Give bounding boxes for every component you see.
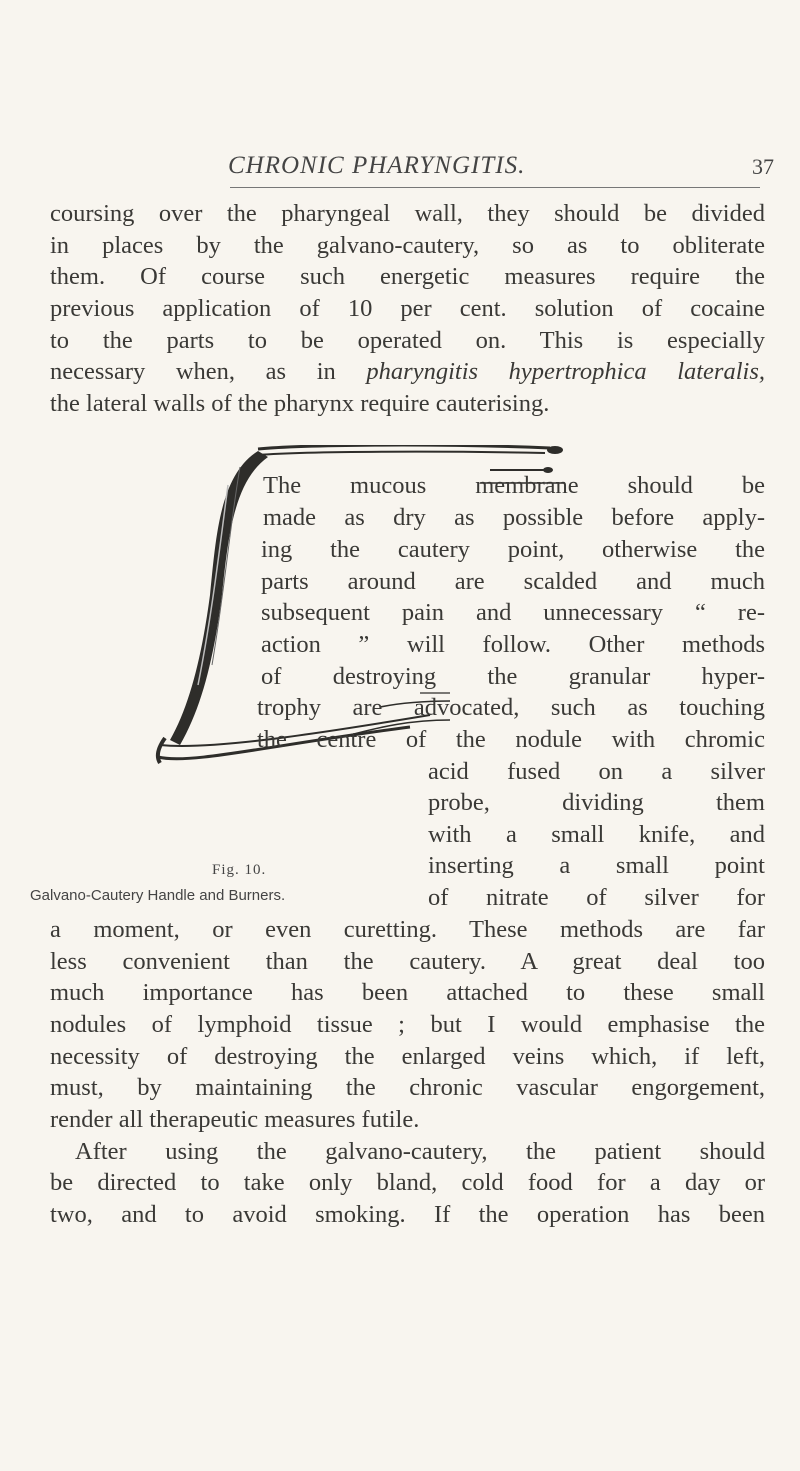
text-line: render all therapeutic measures futile. bbox=[50, 1106, 420, 1133]
text-line: inserting a small point bbox=[428, 852, 765, 879]
text-line: parts around are scalded and much bbox=[261, 568, 765, 595]
text-line: the centre of the nodule with chromic bbox=[257, 726, 765, 753]
text-line: two, and to avoid smoking. If the operation has been bbox=[50, 1201, 765, 1228]
figure-label: Fig. 10. bbox=[212, 862, 267, 878]
text-line: probe, dividing them bbox=[428, 789, 765, 816]
text-line: made as dry as possible before apply- bbox=[263, 504, 765, 531]
text-line: be directed to take only bland, cold food for a day or bbox=[50, 1169, 765, 1196]
text-line: less convenient than the cautery. A great deal too bbox=[50, 948, 765, 975]
text-line: of nitrate of silver for bbox=[428, 884, 765, 911]
text-line: a moment, or even curetting. These methods are far bbox=[50, 916, 765, 943]
text-line: the lateral walls of the pharynx require cauterising. bbox=[50, 390, 550, 417]
text-line: ing the cautery point, otherwise the bbox=[261, 536, 765, 563]
text-line: with a small knife, and bbox=[428, 821, 765, 848]
text-line: subsequent pain and unnecessary “ re- bbox=[261, 599, 765, 626]
text-line bbox=[50, 356, 765, 388]
text-line: trophy are advocated, such as touching bbox=[257, 694, 765, 721]
text-line: coursing over the pharyngeal wall, they should be divided bbox=[50, 200, 765, 227]
header-rule bbox=[230, 187, 760, 188]
text-line: previous application of 10 per cent. solution of cocaine bbox=[50, 295, 765, 322]
text-span: necessary when, as in bbox=[50, 358, 367, 385]
text-line: The mucous membrane should be bbox=[263, 472, 765, 499]
figure-caption: Galvano-Cautery Handle and Burners. bbox=[30, 887, 286, 904]
text-line: in places by the galvano-cautery, so as to obliterate bbox=[50, 232, 765, 259]
text-line: them. Of course such energetic measures require the bbox=[50, 263, 765, 290]
text-line: to the parts to be operated on. This is especially bbox=[50, 327, 765, 354]
text-line: action ” will follow. Other methods bbox=[261, 631, 765, 658]
text-line: must, by maintaining the chronic vascular engorgement, bbox=[50, 1074, 765, 1101]
running-title: CHRONIC PHARYNGITIS. bbox=[228, 152, 526, 179]
text-line: acid fused on a silver bbox=[428, 758, 765, 785]
text-line: After using the galvano-cautery, the patient should bbox=[75, 1138, 765, 1165]
text-line: nodules of lymphoid tissue ; but I would emphasise the bbox=[50, 1011, 765, 1038]
text-line: necessity of destroying the enlarged veins which, if left, bbox=[50, 1043, 765, 1070]
text-line: much importance has been attached to these small bbox=[50, 979, 765, 1006]
page-number: 37 bbox=[752, 154, 774, 179]
text-line: of destroying the granular hyper- bbox=[261, 663, 765, 690]
italic-term: pharyngitis hypertrophica lateralis, bbox=[366, 358, 765, 385]
